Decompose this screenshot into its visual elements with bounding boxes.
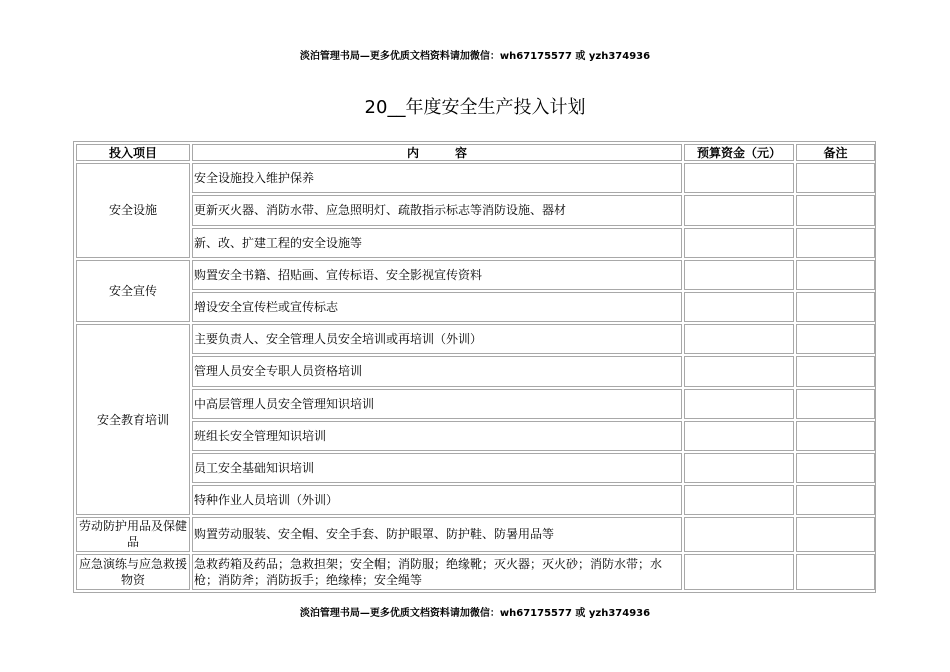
header-budget: 预算资金（元） bbox=[684, 144, 794, 161]
content-cell: 购置劳动服装、安全帽、安全手套、防护眼罩、防护鞋、防暑用品等 bbox=[192, 517, 682, 551]
category-cell: 安全教育培训 bbox=[76, 324, 190, 515]
investment-plan-table bbox=[74, 142, 877, 592]
note-cell[interactable] bbox=[796, 163, 875, 193]
investment-plan-table-frame bbox=[73, 141, 876, 593]
budget-cell[interactable] bbox=[684, 389, 794, 419]
header-note: 备注 bbox=[796, 144, 875, 161]
content-cell: 主要负责人、安全管理人员安全培训或再培训（外训） bbox=[192, 324, 682, 354]
budget-cell[interactable] bbox=[684, 260, 794, 290]
note-cell[interactable] bbox=[796, 228, 875, 258]
note-cell[interactable] bbox=[796, 554, 875, 590]
note-cell[interactable] bbox=[796, 260, 875, 290]
content-cell: 中高层管理人员安全管理知识培训 bbox=[192, 389, 682, 419]
content-cell: 购置安全书籍、招贴画、宣传标语、安全影视宣传资料 bbox=[192, 260, 682, 290]
note-cell[interactable] bbox=[796, 324, 875, 354]
content-cell: 增设安全宣传栏或宣传标志 bbox=[192, 292, 682, 322]
note-cell[interactable] bbox=[796, 389, 875, 419]
table-row bbox=[76, 356, 875, 386]
content-cell: 班组长安全管理知识培训 bbox=[192, 421, 682, 451]
budget-cell[interactable] bbox=[684, 356, 794, 386]
budget-cell[interactable] bbox=[684, 485, 794, 515]
budget-cell[interactable] bbox=[684, 163, 794, 193]
content-cell: 安全设施投入维护保养 bbox=[192, 163, 682, 193]
table-row bbox=[76, 260, 875, 290]
content-cell: 急救药箱及药品；急救担架；安全帽；消防服；绝缘靴；灭火器；灭火砂；消防水带；水枪；消防斧；消防扳手；绝缘棒；安全绳等 bbox=[192, 554, 682, 590]
content-cell: 特种作业人员培训（外训） bbox=[192, 485, 682, 515]
table-row bbox=[76, 421, 875, 451]
table-header-row bbox=[76, 144, 875, 161]
table-row bbox=[76, 195, 875, 225]
note-cell[interactable] bbox=[796, 453, 875, 483]
table-row bbox=[76, 517, 875, 551]
table-row bbox=[76, 324, 875, 354]
note-cell[interactable] bbox=[796, 485, 875, 515]
header-item: 投入项目 bbox=[76, 144, 190, 161]
note-cell[interactable] bbox=[796, 421, 875, 451]
header-watermark: 淡泊管理书局—更多优质文档资料请加微信：wh67175577 或 yzh374936 bbox=[299, 51, 651, 62]
content-cell: 管理人员安全专职人员资格培训 bbox=[192, 356, 682, 386]
footer-watermark: 淡泊管理书局—更多优质文档资料请加微信：wh67175577 或 yzh374936 bbox=[299, 608, 651, 619]
table-row bbox=[76, 292, 875, 322]
note-cell[interactable] bbox=[796, 292, 875, 322]
budget-cell[interactable] bbox=[684, 554, 794, 590]
category-cell: 劳动防护用品及保健品 bbox=[76, 517, 190, 551]
table-row bbox=[76, 163, 875, 193]
content-cell: 新、改、扩建工程的安全设施等 bbox=[192, 228, 682, 258]
budget-cell[interactable] bbox=[684, 453, 794, 483]
budget-cell[interactable] bbox=[684, 228, 794, 258]
note-cell[interactable] bbox=[796, 356, 875, 386]
table-row bbox=[76, 228, 875, 258]
category-cell: 应急演练与应急救援物资 bbox=[76, 554, 190, 590]
budget-cell[interactable] bbox=[684, 421, 794, 451]
header-content: 内 容 bbox=[192, 144, 682, 161]
note-cell[interactable] bbox=[796, 517, 875, 551]
table-row bbox=[76, 485, 875, 515]
note-cell[interactable] bbox=[796, 195, 875, 225]
budget-cell[interactable] bbox=[684, 324, 794, 354]
category-cell: 安全设施 bbox=[76, 163, 190, 258]
table-row bbox=[76, 453, 875, 483]
table-row bbox=[76, 554, 875, 590]
page-title: 20__年度安全生产投入计划 bbox=[364, 97, 586, 118]
table-row bbox=[76, 389, 875, 419]
category-cell: 安全宣传 bbox=[76, 260, 190, 322]
budget-cell[interactable] bbox=[684, 195, 794, 225]
content-cell: 更新灭火器、消防水带、应急照明灯、疏散指示标志等消防设施、器材 bbox=[192, 195, 682, 225]
budget-cell[interactable] bbox=[684, 517, 794, 551]
content-cell: 员工安全基础知识培训 bbox=[192, 453, 682, 483]
budget-cell[interactable] bbox=[684, 292, 794, 322]
